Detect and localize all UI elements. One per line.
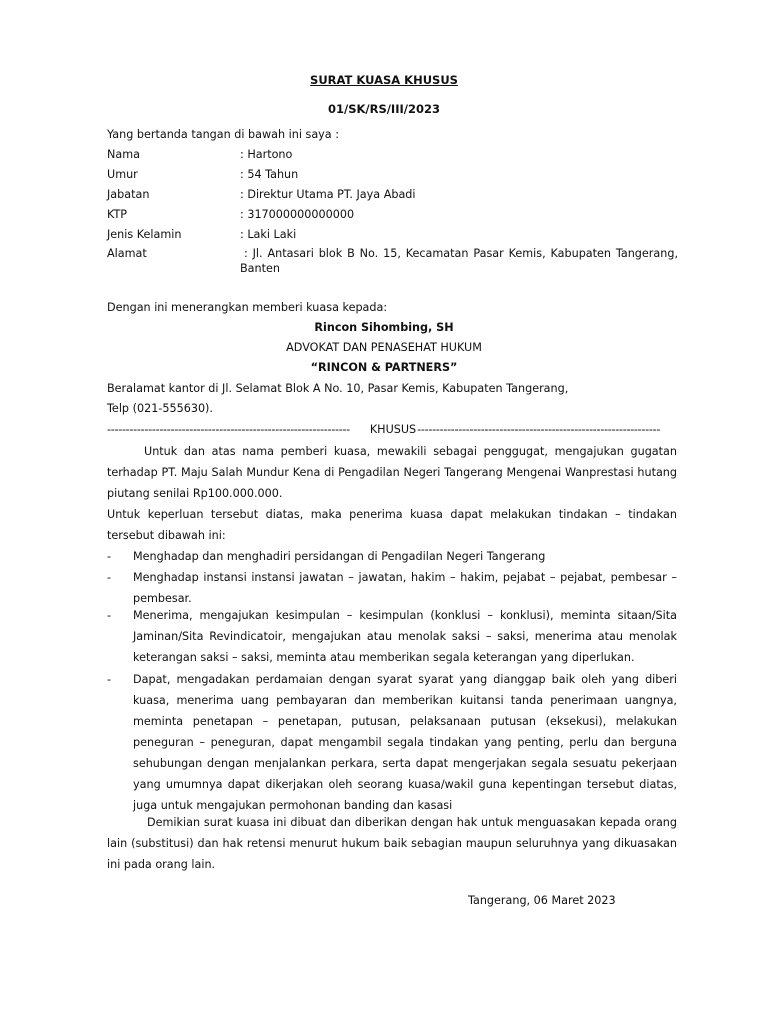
intro-text: Yang bertanda tangan di bawah ini saya : [107,128,339,141]
telp-value: (021-555630). [132,402,213,415]
firm-name: “RINCON & PARTNERS” [310,361,458,374]
divider-label: KHUSUS [369,423,417,436]
paragraph-mandate: Untuk dan atas nama pemberi kuasa, mewakili sebagai penggugat, mengajukan gugatan terhadap PT. Maju Salah Mundur Kena di Pengadilan Negeri Tangerang Mengenai Wanprestasi hutang piutang senilai Rp100.000.000. [107,445,677,500]
list-item-text: Menghadap instansi instansi jawatan – jawatan, hakim – hakim, pejabat – pejabat, pembesar – pembesar. [133,571,677,605]
field-value-ktp: : 317000000000000 [240,208,355,221]
list-item-text: Menghadap dan menghadiri persidangan di Pengadilan Negeri Tangerang [133,550,546,563]
field-label-jenis-kelamin: Jenis Kelamin [107,228,182,241]
divider-dashes-left: ----------------------------------------------------------------- [107,423,350,436]
field-value-umur: : 54 Tahun [240,168,299,181]
list-marker: - [107,673,112,686]
field-value-alamat: : Jl. Antasari blok B No. 15, Kecamatan Pasar Kemis, Kabupaten Tangerang, [244,247,678,260]
telp-label: Telp [107,402,130,415]
telp-line [107,402,213,415]
list-item-text: Menerima, mengajukan kesimpulan – kesimpulan (konklusi – konklusi), meminta sitaan/Sita Jaminan/Sita Revindicatoir, mengajukan atau menolak saksi – saksi, menerima atau menolak keterangan saksi – saksi, meminta atau memberikan segala keterangan yang diperlukan. [133,609,677,664]
list-item-text: Dapat, mengadakan perdamaian dengan syarat syarat yang dianggap baik oleh yang diberi kuasa, menerima uang pembayaran dan memberikan kuitansi tanda penerimaan uangnya, meminta penetapan – penetapan, putusan, pelaksanaan putusan (eksekusi), melakukan peneguran – peneguran, dapat mengambil segala tindakan yang penting, perlu dan berguna sehubungan dengan menjalankan perkara, serta dapat mengerjakan segala sesuatu pekerjaan yang umumnya dapat dikerjakan oleh seorang kuasa/wakil guna kepentingan tersebut diatas, juga untuk mengajukan permohonan banding dan kasasi [133,673,677,812]
field-value-jenis-kelamin: : Laki Laki [240,228,297,241]
divider-dashes-right: ----------------------------------------------------------------- [417,423,661,436]
khusus-divider [107,423,679,436]
closing-paragraph: Demikian surat kuasa ini dibuat dan diberikan dengan hak untuk menguasakan kepada orang lain (substitusi) dan hak retensi menurut hukum baik sebagian maupun seluruhnya yang dikuasakan ini pada orang lain. [107,816,677,871]
list-item [107,669,677,816]
field-label-jabatan: Jabatan [107,188,150,201]
list-item [107,567,677,609]
list-item [107,546,677,567]
list-marker: - [107,571,112,584]
list-marker: - [107,609,112,622]
field-label-ktp: KTP [107,208,128,221]
list-marker: - [107,550,112,563]
list-item [107,605,677,668]
field-label-alamat: Alamat [107,247,147,260]
attorney-name: Rincon Sihombing, SH [314,321,454,334]
paragraph-actions-intro: Untuk keperluan tersebut diatas, maka penerima kuasa dapat melakukan tindakan – tindakan tersebut dibawah ini: [107,508,677,542]
field-value-nama: : Hartono [240,148,293,161]
document-title: SURAT KUASA KHUSUS [310,73,458,87]
grant-intro-text: Dengan ini menerangkan memberi kuasa kepada: [107,301,388,314]
place-date: Tangerang, 06 Maret 2023 [468,894,616,907]
attorney-title: ADVOKAT DAN PENASEHAT HUKUM [286,341,482,354]
office-address: Beralamat kantor di Jl. Selamat Blok A No. 10, Pasar Kemis, Kabupaten Tangerang, [107,382,569,395]
document-number: 01/SK/RS/III/2023 [328,102,440,116]
field-value-alamat-cont: Banten [240,262,280,275]
field-value-jabatan: : Direktur Utama PT. Jaya Abadi [240,188,416,201]
field-label-nama: Nama [107,148,140,161]
field-label-umur: Umur [107,168,138,181]
